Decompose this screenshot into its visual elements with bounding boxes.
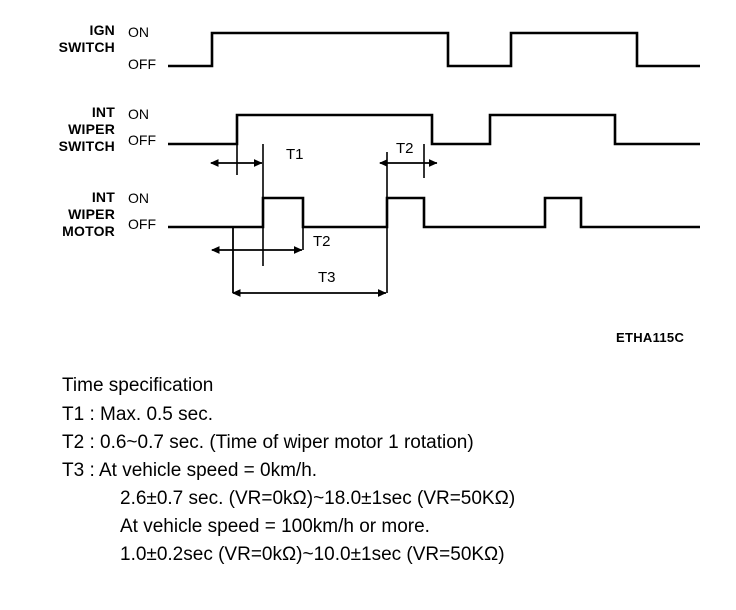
spec-line-t3: T3 : At vehicle speed = 0km/h. — [62, 460, 318, 481]
state-label-on-switch: ON — [128, 106, 149, 122]
row-label-line: INT — [91, 189, 115, 205]
state-label-on-motor: ON — [128, 190, 149, 206]
row-label-line: INT — [91, 104, 115, 120]
time-specification-block — [62, 372, 722, 569]
spec-line-t3-high-speed-title: At vehicle speed = 100km/h or more. — [120, 516, 430, 537]
state-label-off-ign: OFF — [128, 56, 156, 72]
row-label-line: WIPER — [68, 121, 115, 137]
state-label-off-motor: OFF — [128, 216, 156, 232]
row-label-line: SWITCH — [58, 39, 115, 55]
row-label-line: WIPER — [68, 206, 115, 222]
spec-line-t2: T2 : 0.6~0.7 sec. (Time of wiper motor 1 rotation) — [62, 432, 474, 453]
marker-label-t3-motor: T3 — [318, 269, 336, 286]
row-label-line: IGN — [89, 22, 115, 38]
marker-label-t2-switch: T2 — [396, 140, 414, 157]
marker-label-t2-motor: T2 — [313, 233, 331, 250]
spec-line-t3-high-speed: 1.0±0.2sec (VR=0kΩ)~10.0±1sec (VR=50KΩ) — [120, 544, 505, 565]
spec-line-t3-low-speed: 2.6±0.7 sec. (VR=0kΩ)~18.0±1sec (VR=50KΩ) — [120, 488, 516, 509]
state-label-on-ign: ON — [128, 24, 149, 40]
figure-code: ETHA115C — [616, 330, 685, 345]
spec-line-t1: T1 : Max. 0.5 sec. — [62, 404, 213, 425]
marker-label-t1-switch: T1 — [286, 146, 304, 163]
spec-title: Time specification — [62, 375, 214, 396]
state-label-off-switch: OFF — [128, 132, 156, 148]
row-label-line: SWITCH — [58, 138, 115, 154]
row-label-line: MOTOR — [62, 223, 115, 239]
